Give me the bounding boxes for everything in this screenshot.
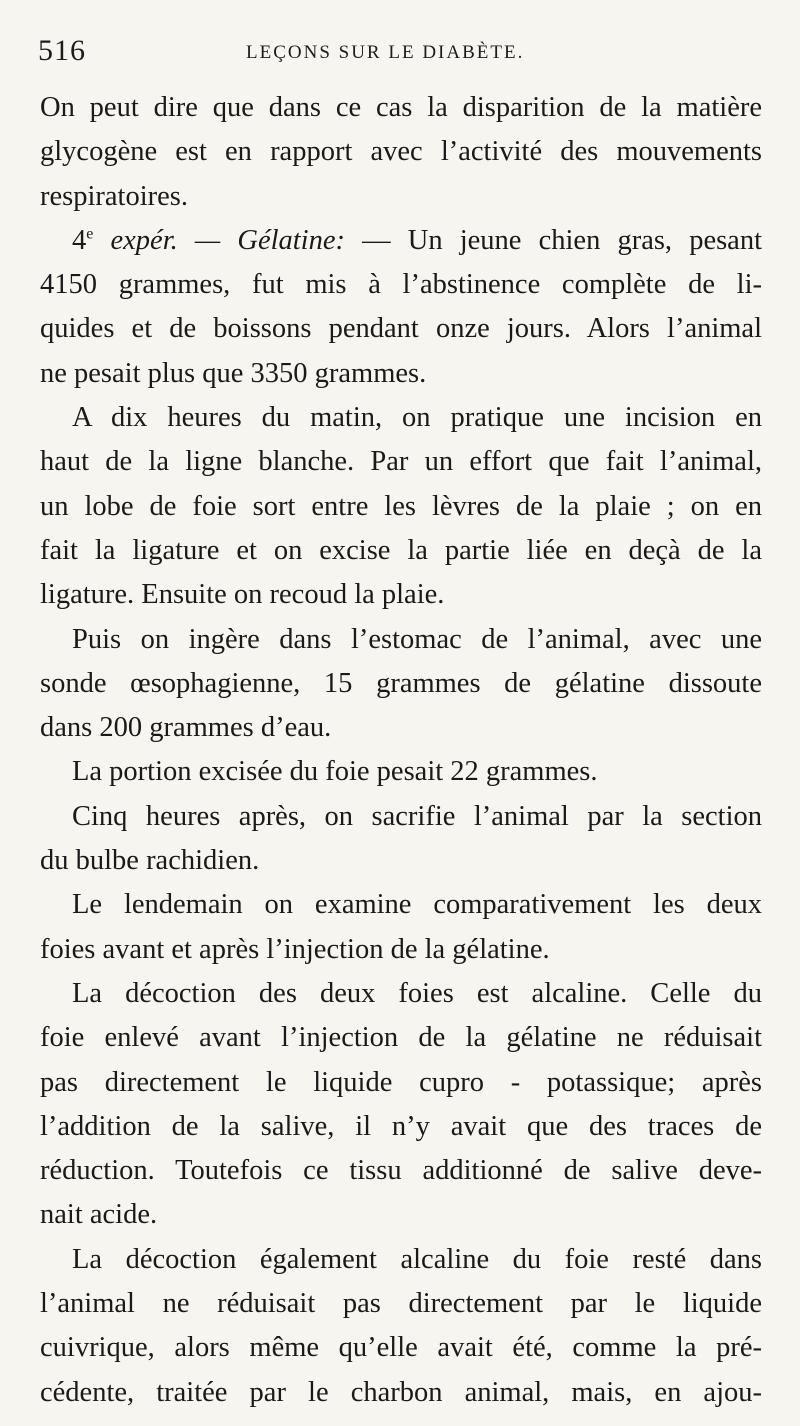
text-line: pas directement le liquide cupro - potassique; après xyxy=(40,1066,762,1098)
text-line: cédente, traitée par le charbon animal, mais, en ajou- xyxy=(40,1376,762,1408)
text-line: ligature. Ensuite on recoud la plaie. xyxy=(40,579,445,611)
text-line: foie enlevé avant l’injection de la gélatine ne réduisait xyxy=(40,1022,762,1054)
text-line: réduction. Toutefois ce tissu additionné de salive deve- xyxy=(40,1155,762,1187)
text-line: sonde œsophagienne, 15 grammes de gélatine dissoute xyxy=(40,667,762,699)
paragraph-6 xyxy=(40,795,762,884)
text-line: glycogène est en rapport avec l’activité des mouvements xyxy=(40,136,762,168)
text-line: un lobe de foie sort entre les lèvres de la plaie ; on en xyxy=(40,490,762,522)
text-line: La portion excisée du foie pesait 22 grammes. xyxy=(72,756,598,788)
text-line: La décoction des deux foies est alcaline. Celle du xyxy=(72,977,762,1009)
paragraph-7 xyxy=(40,883,762,972)
paragraph-9 xyxy=(40,1238,762,1415)
experiment-number: 4 xyxy=(72,224,87,256)
text-line: On peut dire que dans ce cas la disparition de la matière xyxy=(40,92,762,123)
paragraph-4 xyxy=(40,618,762,751)
experiment-title: expér. — Gélatine: xyxy=(110,224,345,256)
text-line: A dix heures du matin, on pratique une incision en xyxy=(72,402,762,434)
text-line: Le lendemain on examine comparativement les deux xyxy=(72,889,762,921)
text-span: — Un jeune chien gras, pesant xyxy=(362,224,762,256)
paragraph-3 xyxy=(40,396,762,617)
text-line: 4150 grammes, fut mis à l’abstinence complète de li- xyxy=(40,269,762,301)
text-line: foies avant et après l’injection de la gélatine. xyxy=(40,933,550,965)
paragraph-2 xyxy=(40,219,762,396)
text-line: haut de la ligne blanche. Par un effort que fait l’animal, xyxy=(40,446,762,478)
page-number: 516 xyxy=(38,34,86,67)
text-line: Cinq heures après, on sacrifie l’animal par la section xyxy=(72,800,762,832)
text-line: l’animal ne réduisait pas directement par le liquide xyxy=(40,1288,762,1320)
paragraph-8 xyxy=(40,972,762,1238)
running-head: LEÇONS SUR LE DIABÈTE. xyxy=(246,42,525,63)
text-line: fait la ligature et on excise la partie liée en deçà de la xyxy=(40,534,762,566)
ordinal-superscript: e xyxy=(86,225,94,243)
text-line: cuivrique, alors même qu’elle avait été, comme la pré- xyxy=(40,1332,762,1364)
paragraph-1 xyxy=(40,86,762,219)
paragraph-5 xyxy=(40,750,762,794)
text-line: du bulbe rachidien. xyxy=(40,845,260,877)
text-line: La décoction également alcaline du foie resté dans xyxy=(72,1243,762,1275)
text-line: quides et de boissons pendant onze jours. Alors l’animal xyxy=(40,313,762,345)
body-text xyxy=(40,86,762,1415)
page-header xyxy=(38,34,760,74)
text-line xyxy=(40,219,762,263)
text-line: Puis on ingère dans l’estomac de l’animal, avec une xyxy=(72,623,762,655)
text-line: respiratoires. xyxy=(40,180,188,212)
text-line: ne pesait plus que 3350 grammes. xyxy=(40,357,427,389)
text-line: nait acide. xyxy=(40,1199,158,1231)
text-line: dans 200 grammes d’eau. xyxy=(40,712,332,744)
text-line: l’addition de la salive, il n’y avait que des traces de xyxy=(40,1110,762,1142)
